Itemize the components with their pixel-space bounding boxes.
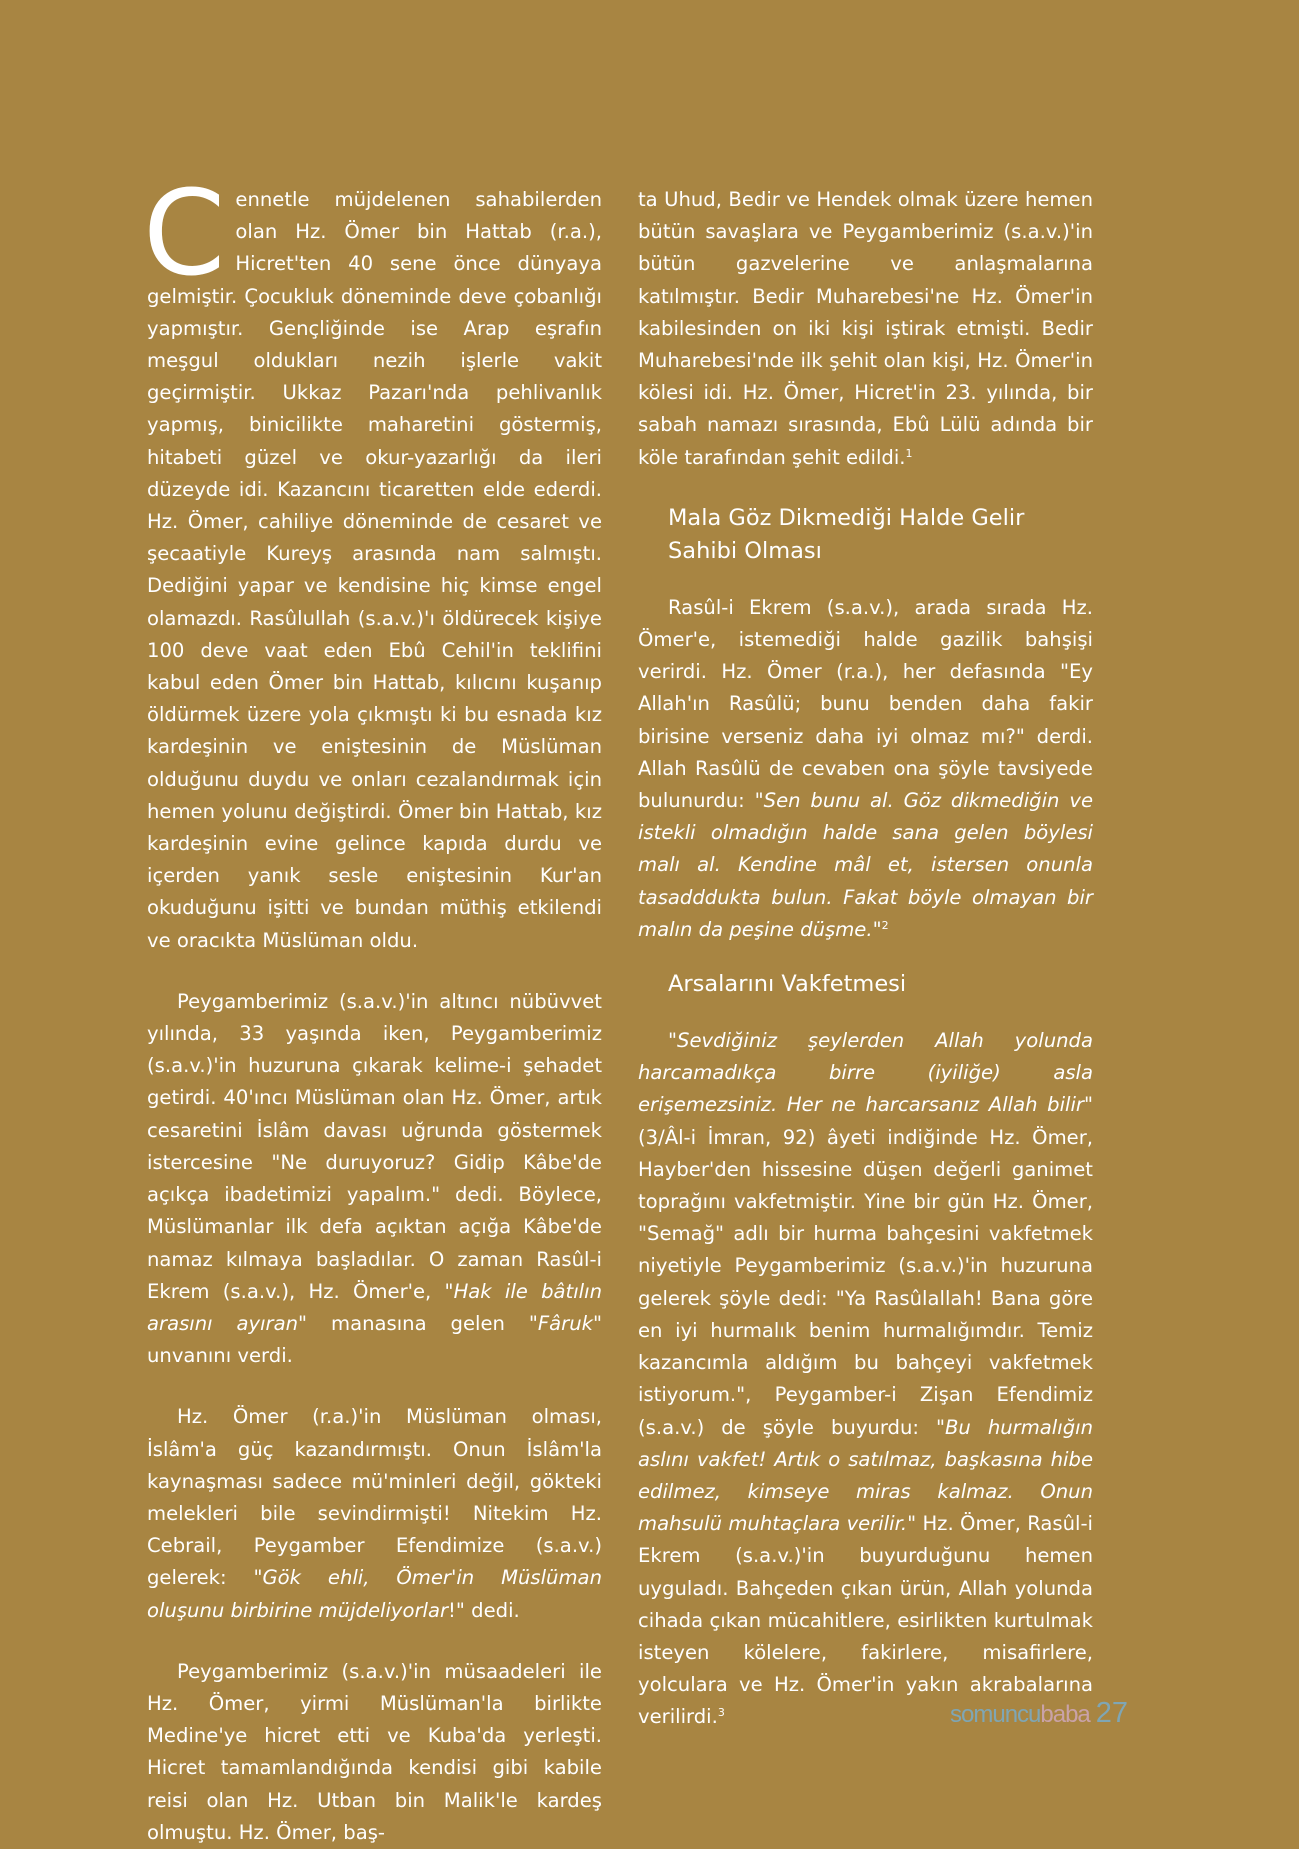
paragraph-faruk [147,986,602,1372]
section-heading-gelir [668,502,1093,568]
quote-text: Gök ehli, Ömer'in Müslüman oluşunu birbirine müjdeliyorlar [147,1566,602,1622]
intro-text: ennetle müjdelenen sahabilerden olan Hz. Ömer bin Hattab (r.a.), Hicret'ten 40 sene önce dünyaya gelmiştir. Çocukluk döneminde deve çobanlığı yapmıştır. Gençliğinde ise Arap eşrafın meşgul oldukları nezih işlerle vakit geçirmiştir. Ukkaz Pazarı'nda pehlivanlık yapmış, binicilikte maharetini göstermiş, hitabeti güzel ve okur-yazarlığı da ileri düzeyde idi. Kazancını ticaretten elde ederdi. Hz. Ömer, cahiliye döneminde de cesaret ve şecaatiyle Kureyş arasında nam salmıştı. Dediğini yapar ve kendisine hiç kimse engel olamazdı. Rasûlullah (s.a.v.)'ı öldürecek kişiye 100 deve vaat eden Ebû Cehil'in teklifini kabul eden Ömer bin Hattab, kılıcını kuşanıp öldürmek üzere yola çıkmıştı ki bu esnada kız kardeşinin ve eniştesinin de Müslüman olduğunu duydu ve onları cezalandırmak için hemen yolunu değiştirdi. Ömer bin Hattab, kız kardeşinin evine gelince kapıda durdu ve içerden yanık sesle eniştesinin Kur'an okuduğunu işitti ve bundan müthiş etkilendi ve oracıkta Müslüman oldu. [147,188,602,952]
paragraph-text: Rasûl-i Ekrem (s.a.v.), arada sırada Hz. Ömer'e, istemediği halde gazilik bahşişi verirdi. Hz. Ömer (r.a.), her defasında "Ey Allah'ın Rasûlü; bunu benden daha fakir birisine verseniz daha iyi olmaz mı?" derdi. Allah Rasûlü de cevaben ona şöyle tavsiyede bulunurdu: [638,595,1093,813]
quote-text: Fâruk [537,1311,593,1335]
quote-text: "Sen bunu al. Göz dikmediğin ve istekli olmadığın halde sana gelen böylesi malı al. Kendine mâl et, istersen onunla tasadddukta bulun. Fakat böyle olmayan bir malın da peşine düşme." [638,789,1094,941]
paragraph-continued [638,184,1093,474]
footnote-ref: 1 [905,446,913,460]
paragraph-text: " unvanını verdi. [147,1311,602,1368]
section-heading-vakif: Arsalarını Vakfetmesi [668,971,907,998]
paragraph-text: (3/Âl-i İmran, 92) âyeti indiğinde Hz. Ömer, Hayber'den hissesine düşen değerli ganimet toprağını vakfetmiştir. Yine bir gün Hz. Ömer, "Semağ" adlı bir hurma bahçesini vakfetmek niyetiyle Peygamberimiz (s.a.v.)'in huzuruna gelerek şöyle dedi: "Ya Rasûlallah! Bana göre en iyi hurmalık benim hurmalığımdır. Temiz kazancımla aldığım bu bahçeyi vakfetmek istiyorum.", Peygamber-i Zişan Efendimiz (s.a.v.) de şöyle buyurdu: " [638,1125,1093,1439]
right-column [638,184,1093,1734]
quote-text: "Sevdiğiniz şeylerden Allah yolunda harcamadıkça birre (iyiliğe) asla erişemezsiniz. Her ne harcarsanız Allah bilir" [638,1029,1093,1117]
footnote-ref: 3 [717,1706,725,1720]
paragraph-bahsis [638,592,1093,946]
paragraph-vakif [638,1025,1093,1733]
quote-text: Bu hurmalığın aslını vakfet! Artık o satılmaz, başkasına hibe edilmez, kimseye miras kalmaz. Onun mahsulü muhtaçlara verilir. [638,1415,1093,1536]
paragraph-hicret: Peygamberimiz (s.a.v.)'in müsaadeleri ile Hz. Ömer, yirmi Müslüman'la birlikte Medine'ye hicret etti ve Kuba'da yerleşti. Hicret tamamlandığında kendisi gibi kabile reisi olan Hz. Utban bin Malik'le kardeş olmuştu. Hz. Ömer, baş- [147,1659,602,1844]
footnote-ref: 2 [881,918,889,932]
page-footer [950,1697,1128,1730]
paragraph-text: ta Uhud, Bedir ve Hendek olmak üzere hemen bütün savaşlara ve Peygamberimiz (s.a.v.)'in bütün gazvelerine ve anlaşmalarına katılmıştır. Bedir Muharebesi'ne Hz. Ömer'in kabilesinden on iki kişi iştirak etmişti. Bedir Muharebesi'nde ilk şehit olan kişi, Hz. Ömer'in kölesi idi. Hz. Ömer, Hicret'in 23. yılında, bir sabah namazı sırasında, Ebû Lülü adında bir köle tarafından şehit edildi. [638,188,1093,469]
paragraph-text: " Hz. Ömer, Rasûl-i Ekrem (s.a.v.)'in buyurduğunu hemen uyguladı. Bahçeden çıkan ürün, Allah yolunda cihada çıkan mücahitlere, esirlikten kurtulmak isteyen kölelere, fakirlere, misafirlere, yolculara ve Hz. Ömer'in yakın akrabalarına verilirdi. [638,1512,1093,1729]
quote-text: Hak ile bâtılın arasını ayıran [147,1279,602,1335]
paragraph-text: " manasına gelen " [298,1311,538,1335]
brand-logo-part2: baba [1040,1701,1090,1728]
heading-line: Sahibi Olması [668,537,822,564]
heading-line: Mala Göz Dikmediği Halde Gelir [668,504,1025,531]
drop-cap: C [143,164,226,302]
paragraph-text: Hz. Ömer (r.a.)'in Müslüman olması, İslâm'a güç kazandırmıştı. Onun İslâm'la kaynaşması sadece mü'minleri değil, gökteki melekleri bile sevindirmişti! Nitekim Hz. Cebrail, Peygamber Efendimize (s.a.v.) gelerek: " [147,1405,602,1590]
page-number: 27 [1095,1697,1129,1729]
paragraph-text: Peygamberimiz (s.a.v.)'in altıncı nübüvvet yılında, 33 yaşında iken, Peygamberimiz (s.a.v.)'in huzuruna çıkarak kelime-i şehadet getirdi. 40'ıncı Müslüman olan Hz. Ömer, artık cesaretini İslâm davası uğrunda göstermek istercesine "Ne duruyoruz? Gidip Kâbe'de açıkça ibadetimizi yapalım." dedi. Böylece, Müslümanlar ilk defa açıktan açığa Kâbe'de namaz kılmaya başladılar. O zaman Rasûl-i Ekrem (s.a.v.), Hz. Ömer'e, " [147,989,602,1303]
paragraph-text: !" dedi. [448,1598,520,1622]
paragraph-cebrail [147,1401,602,1626]
brand-logo-part1: somuncu [950,1701,1041,1728]
left-column [143,164,602,1849]
intro-paragraph [143,164,602,957]
